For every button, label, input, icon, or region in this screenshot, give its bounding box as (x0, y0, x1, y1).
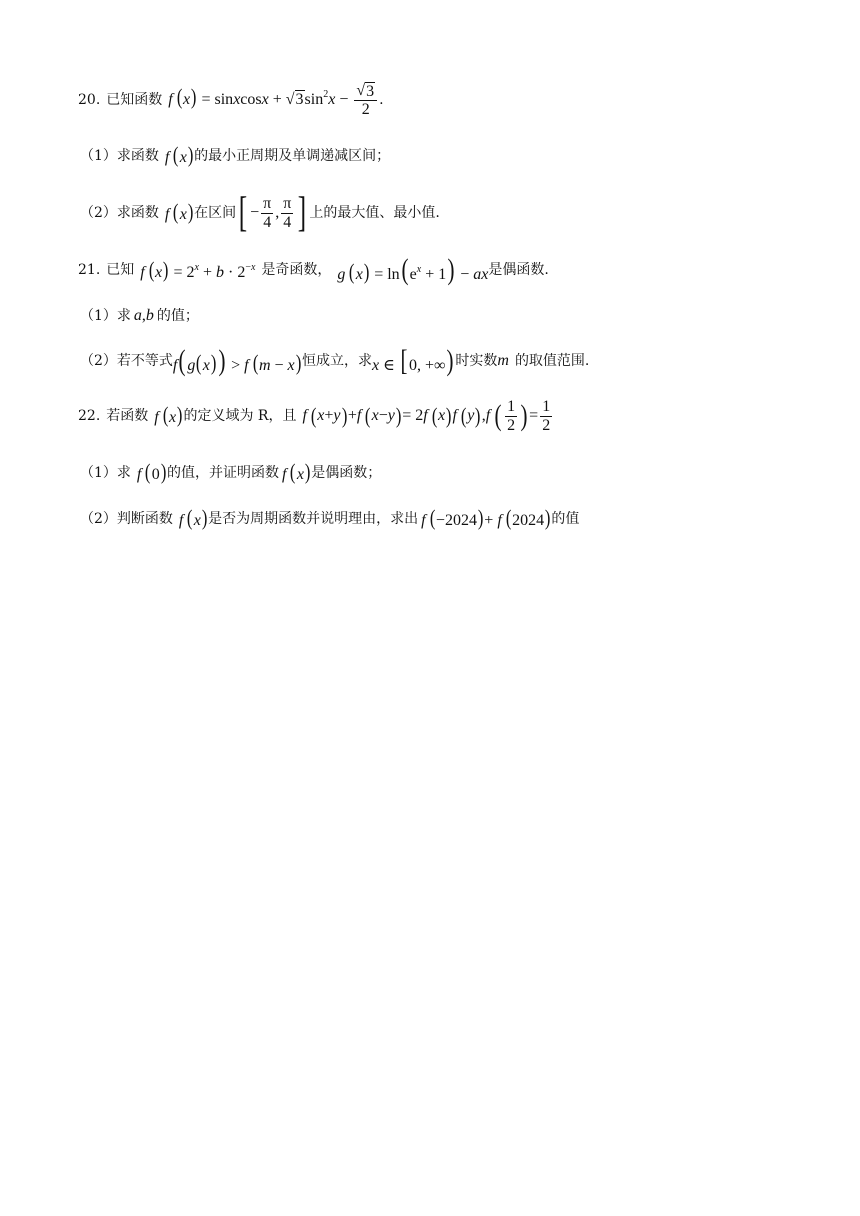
formula-fx: f (x) (164, 141, 194, 167)
part-text: 的值 (551, 511, 580, 527)
formula-a-b: a,b (133, 307, 154, 324)
formula-m: m (497, 352, 509, 369)
formula-fx: f (x) (164, 198, 194, 224)
formula-inequality: f(g(x)) > f (m − x) (172, 344, 302, 377)
formula-fx: f (x) (282, 458, 311, 484)
part-text: 若不等式 (116, 353, 173, 369)
formula-interval: [ − $\frac{\pi}{4}$ , $\frac{\pi}{4}$ ] (238, 190, 307, 236)
problem-20-part-2 (80, 190, 440, 236)
part-text: 是偶函数； (311, 465, 382, 481)
stem-text: 是奇函数， (261, 262, 332, 278)
part-text: 的取值范围. (514, 353, 590, 369)
part-text: 求函数 (116, 205, 159, 221)
part-label: （1） (80, 465, 117, 481)
formula-domain: x ∈ [0, +∞) (371, 344, 454, 377)
part-text: 求 (116, 465, 131, 481)
part-label: （2） (80, 511, 117, 527)
part-text: 的最小正周期及单调递减区间； (194, 148, 391, 164)
part-text: 判断函数 (116, 511, 173, 527)
formula-f0: f (0) (136, 458, 167, 484)
part-text: 的值； (156, 308, 199, 324)
formula-fx: f (x) (178, 504, 208, 530)
problem-20-part-1 (80, 141, 391, 168)
stem-end: . (379, 92, 384, 108)
problem-number: 20. (78, 92, 101, 108)
part-label: （1） (80, 308, 117, 324)
part-text: 恒成立，求 (301, 353, 372, 369)
formula-f-definition: f $(x) = 2^x + b \cdot 2^{-x}$ (140, 256, 256, 282)
problem-number: 22. (78, 408, 101, 424)
part-text: 上的最大值、最小值. (309, 205, 440, 221)
problem-22-part-2 (80, 506, 579, 532)
stem-text: 的定义域为 R，且 (183, 408, 297, 424)
problem-22-part-1 (80, 460, 381, 486)
stem-text: 若函数 (106, 408, 149, 424)
formula-f-definition: f (x) = sinxcosx + √ 3 $\sin^2x$ − √ 3 2 (168, 82, 379, 119)
stem-text: 是偶函数. (488, 262, 549, 278)
part-text: 求 (116, 308, 131, 324)
stem-text: 已知函数 (106, 92, 163, 108)
stem-text: 已知 (106, 262, 135, 278)
formula-sum: f (−2024)+ f (2024) (421, 504, 551, 530)
problem-21-stem (78, 253, 549, 286)
part-text: 是否为周期函数并说明理由，求出 (208, 511, 419, 527)
part-text: 在区间 (194, 205, 237, 221)
formula-fx: f (x) (154, 401, 183, 427)
formula-functional-equation: f ( x + y ) + f ( x − y ) = 2 f ( x ) f ( y ) , f ( $\frac{1}{2}$ ) = $\frac{1}{2}$ (302, 397, 551, 434)
problem-21-part-1 (80, 304, 199, 328)
formula-g-definition: g $(x) = \ln(e^x + 1)$ − ax (337, 253, 489, 286)
part-label: （2） (80, 205, 117, 221)
part-label: （2） (80, 353, 117, 369)
problem-20-stem (78, 80, 384, 120)
part-text: 的值，并证明函数 (167, 465, 280, 481)
part-text: 求函数 (116, 148, 159, 164)
part-label: （1） (80, 148, 117, 164)
part-text: 时实数 (455, 353, 498, 369)
problem-21-part-2 (80, 344, 590, 377)
problem-number: 21. (78, 262, 101, 278)
problem-22-stem (78, 393, 554, 439)
